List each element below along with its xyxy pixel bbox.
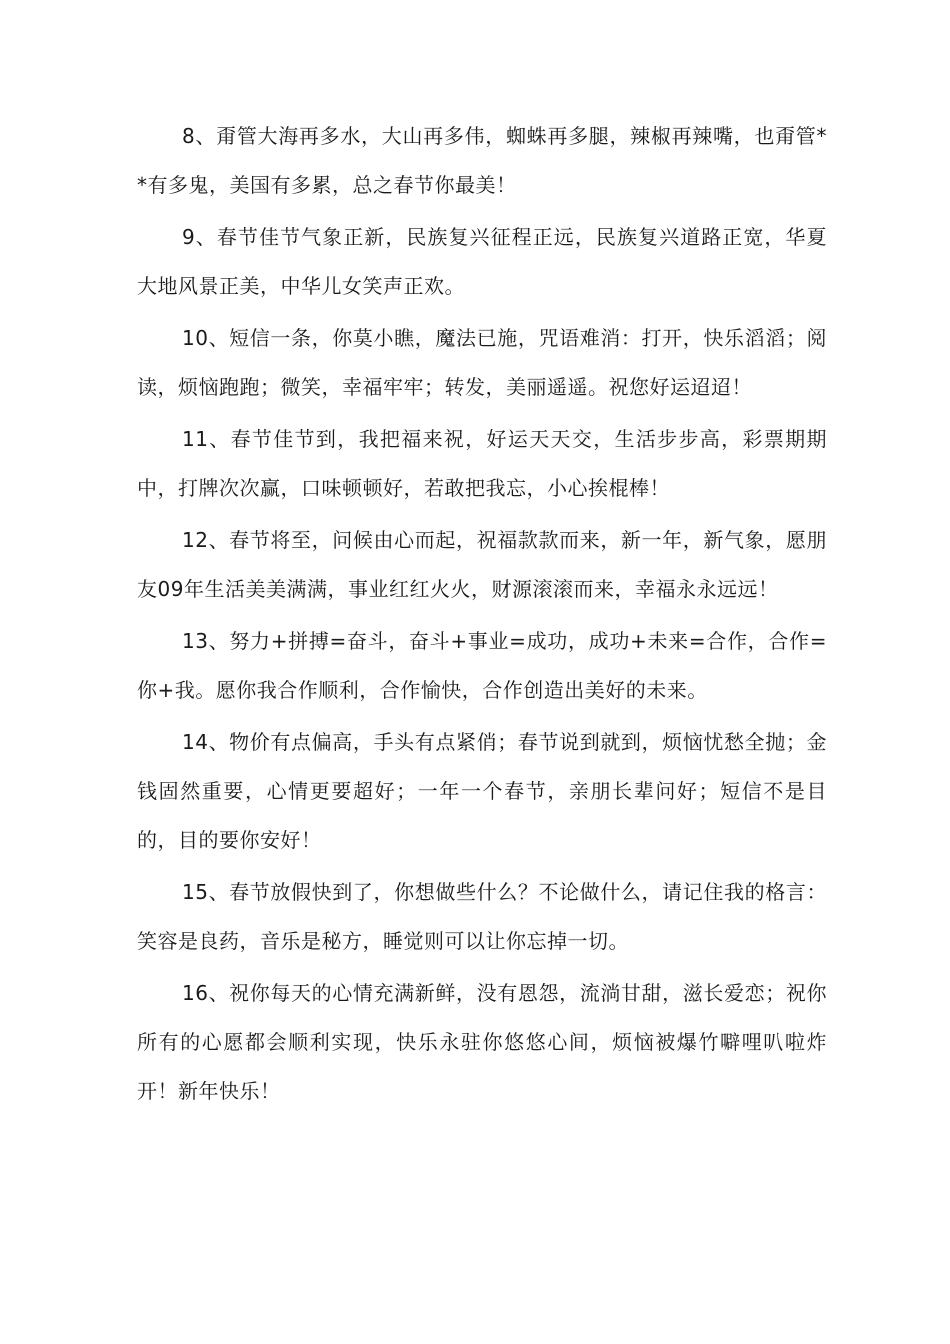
document-body (137, 112, 827, 1119)
paragraph-15: 15、春节放假快到了，你想做些什么？不论做什么，请记住我的格言：笑容是良药，音乐是秘方，睡觉则可以让你忘掉一切。 (137, 880, 827, 953)
paragraph-14: 14、物价有点偏高，手头有点紧俏；春节说到就到，烦恼忧愁全抛；金钱固然重要，心情更要超好；一年一个春节，亲朋长辈问好；短信不是目的，目的要你安好！ (137, 730, 827, 852)
paragraph-12: 12、春节将至，问候由心而起，祝福款款而来，新一年，新气象，愿朋友09年生活美美满满，事业红红火火，财源滚滚而来，幸福永永远远！ (137, 528, 827, 601)
paragraph-10: 10、短信一条，你莫小瞧，魔法已施，咒语难消：打开，快乐滔滔；阅读，烦恼跑跑；微笑，幸福牢牢；转发，美丽遥遥。祝您好运迢迢！ (137, 326, 827, 399)
paragraph-11: 11、春节佳节到，我把福来祝，好运天天交，生活步步高，彩票期期中，打牌次次赢，口味顿顿好，若敢把我忘，小心挨棍棒！ (137, 427, 827, 500)
paragraph-16: 16、祝你每天的心情充满新鲜，没有恩怨，流淌甘甜，滋长爱恋；祝你所有的心愿都会顺利实现，快乐永驻你悠悠心间，烦恼被爆竹噼哩叭啦炸开！新年快乐！ (137, 981, 827, 1103)
paragraph-13: 13、努力+拼搏=奋斗，奋斗+事业=成功，成功+未来=合作，合作=你+我。愿你我合作顺利，合作愉快，合作创造出美好的未来。 (137, 629, 827, 702)
paragraph-8: 8、甭管大海再多水，大山再多伟，蜘蛛再多腿，辣椒再辣嘴，也甭管**有多鬼，美国有多累，总之春节你最美！ (137, 124, 827, 197)
paragraph-9: 9、春节佳节气象正新，民族复兴征程正远，民族复兴道路正宽，华夏大地风景正美，中华儿女笑声正欢。 (137, 225, 827, 298)
